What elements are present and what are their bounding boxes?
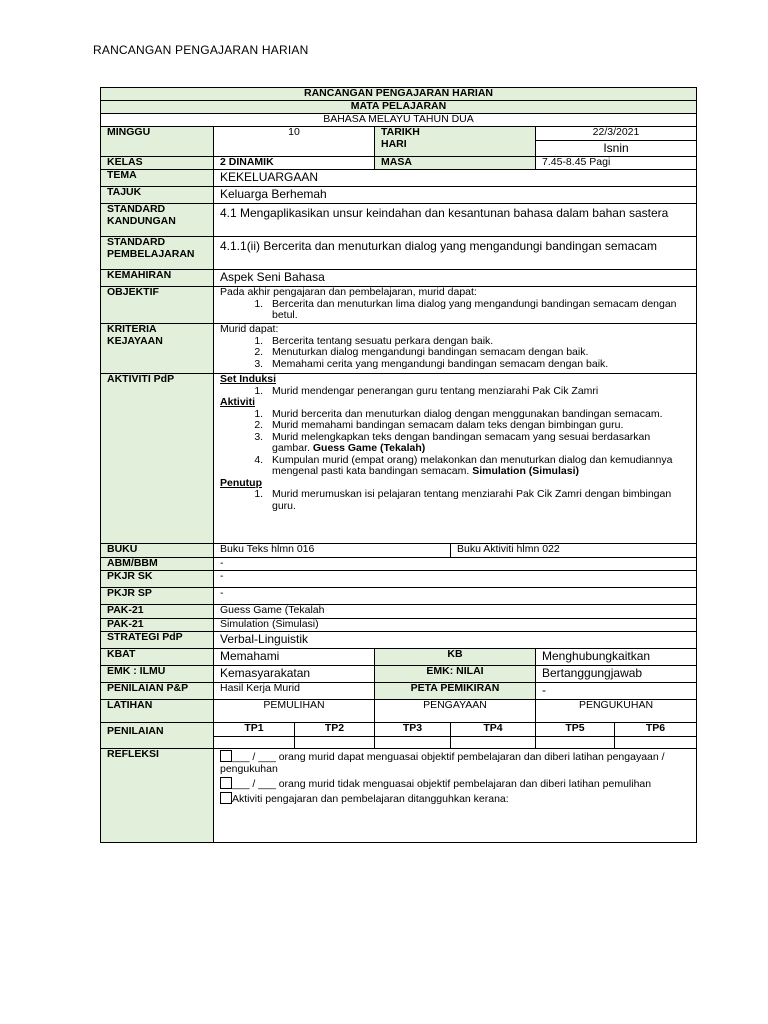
standard-kandungan-label: STANDARD KANDUNGAN xyxy=(101,204,214,237)
buku-label: BUKU xyxy=(101,544,214,558)
minggu-label: MINGGU xyxy=(101,127,214,157)
table-title: RANCANGAN PENGAJARAN HARIAN xyxy=(101,88,697,101)
aktiviti-item-4-method: Simulation (Simulasi) xyxy=(472,465,579,477)
tp3-label: TP3 xyxy=(375,723,451,737)
latihan-pengayaan: PENGAYAAN xyxy=(375,700,536,723)
tajuk-value: Keluarga Berhemah xyxy=(214,187,697,204)
pkjr-sk-value: - xyxy=(214,571,697,588)
kriteria-intro: Murid dapat: xyxy=(220,323,279,335)
emk-nilai-value: Bertanggungjawab xyxy=(536,666,697,683)
aktiviti-pdp-label: AKTIVITI PdP xyxy=(101,374,214,544)
refleksi-text-2: ___ / ___ orang murid tidak menguasai objektif pembelajaran dan diberi latihan pemulihan xyxy=(232,778,652,790)
aktiviti-item xyxy=(266,432,690,455)
tp1-cell xyxy=(214,737,295,749)
pak21-value-2: Simulation (Simulasi) xyxy=(214,619,697,632)
aktiviti-item: 1. Murid bercerita dan menuturkan dialog dengan menggunakan bandingan semacam. xyxy=(266,409,690,421)
buku-teks-value: Buku Teks hlmn 016 xyxy=(214,544,451,558)
latihan-pemulihan: PEMULIHAN xyxy=(214,700,375,723)
tp6-label: TP6 xyxy=(615,723,697,737)
kemahiran-value: Aspek Seni Bahasa xyxy=(214,270,697,287)
pkjr-sp-value: - xyxy=(214,588,697,605)
kb-label: KB xyxy=(375,649,536,666)
kriteria-kejayaan-label: KRITERIA KEJAYAAN xyxy=(101,324,214,374)
penilaian-pp-value: Hasil Kerja Murid xyxy=(214,683,375,700)
penutup-item: 1. Murid merumuskan isi pelajaran tentang menziarahi Pak Cik Zamri dengan bimbingan guru. xyxy=(266,489,690,512)
aktiviti-heading: Aktiviti xyxy=(220,396,256,408)
aktiviti-item-3-text: Murid melengkapkan teks dengan bandingan semacam yang sesuai berdasarkan gambar. xyxy=(272,430,651,454)
refleksi-line-3 xyxy=(220,792,690,806)
tarikh-hari-label xyxy=(375,127,536,157)
refleksi-text-3: Aktiviti pengajaran dan pembelajaran ditangguhkan kerana: xyxy=(232,792,509,805)
tp2-label: TP2 xyxy=(295,723,375,737)
masa-value: 7.45-8.45 Pagi xyxy=(536,157,697,170)
latihan-pengukuhan: PENGUKUHAN xyxy=(536,700,697,723)
refleksi-text-1: ___ / ___ orang murid dapat menguasai objektif pembelajaran dan diberi latihan pengayaan / pengukuhan xyxy=(220,751,665,775)
refleksi-line-1 xyxy=(220,750,690,775)
pkjr-sk-label: PKJR SK xyxy=(101,571,214,588)
standard-pembelajaran-label: STANDARD PEMBELAJARAN xyxy=(101,237,214,270)
tp4-label: TP4 xyxy=(451,723,536,737)
tema-value: KEKELUARGAAN xyxy=(214,170,697,187)
set-induksi-heading: Set Induksi xyxy=(220,373,277,385)
penilaian-pp-label: PENILAIAN P&P xyxy=(101,683,214,700)
aktiviti-item-3-method: Guess Game (Tekalah) xyxy=(312,442,426,454)
lesson-plan-table xyxy=(100,87,697,843)
tarikh-value: 22/3/2021 xyxy=(536,127,697,141)
pkjr-sp-label: PKJR SP xyxy=(101,588,214,605)
latihan-label: LATIHAN xyxy=(101,700,214,723)
kelas-value: 2 DINAMIK xyxy=(214,157,375,170)
page-header: RANCANGAN PENGAJARAN HARIAN xyxy=(93,43,309,57)
objektif-intro: Pada akhir pengajaran dan pembelajaran, murid dapat: xyxy=(220,286,477,298)
refleksi-cell xyxy=(214,749,697,843)
tp6-cell xyxy=(615,737,697,749)
tarikh-label: TARIKH xyxy=(381,126,420,138)
tema-label: TEMA xyxy=(101,170,214,187)
emk-nilai-label: EMK: NILAI xyxy=(375,666,536,683)
objektif-label: OBJEKTIF xyxy=(101,287,214,324)
checkbox-icon[interactable] xyxy=(220,750,232,762)
checkbox-icon[interactable] xyxy=(220,792,232,804)
aktiviti-item-4-text: Kumpulan murid (empat orang) melakonkan dan menuturkan dialog dan kemudiannya mengenal pasti kata bandingan semacam. xyxy=(272,453,673,477)
tp1-label: TP1 xyxy=(214,723,295,737)
kbat-value: Memahami xyxy=(214,649,375,666)
peta-pemikiran-value: - xyxy=(536,683,697,700)
tp3-cell xyxy=(375,737,451,749)
tp5-cell xyxy=(536,737,615,749)
minggu-value: 10 xyxy=(214,127,375,157)
strategi-pdp-label: STRATEGI PdP xyxy=(101,632,214,649)
aktiviti-cell xyxy=(214,374,697,544)
hari-label: HARI xyxy=(381,137,407,150)
tp5-label: TP5 xyxy=(536,723,615,737)
abm-bbm-value: - xyxy=(214,558,697,571)
pak21-value-1: Guess Game (Tekalah xyxy=(214,605,697,619)
kriteria-item: 1. Bercerita tentang sesuatu perkara dengan baik. xyxy=(266,336,690,348)
kelas-label: KELAS xyxy=(101,157,214,170)
refleksi-line-2 xyxy=(220,777,690,791)
kemahiran-label: KEMAHIRAN xyxy=(101,270,214,287)
penutup-heading: Penutup xyxy=(220,476,262,489)
emk-ilmu-value: Kemasyarakatan xyxy=(214,666,375,683)
peta-pemikiran-label: PETA PEMIKIRAN xyxy=(375,683,536,700)
emk-ilmu-label: EMK : ILMU xyxy=(101,666,214,683)
masa-label: MASA xyxy=(375,157,536,170)
tp4-cell xyxy=(451,737,536,749)
pak21-label: PAK-21 xyxy=(101,605,214,619)
tajuk-label: TAJUK xyxy=(101,187,214,204)
abm-bbm-label: ABM/BBM xyxy=(101,558,214,571)
set-induksi-item: 1. Murid mendengar penerangan guru tentang menziarahi Pak Cik Zamri xyxy=(266,386,690,398)
table-subtitle: MATA PELAJARAN xyxy=(101,101,697,114)
standard-pembelajaran-value: 4.1.1(ii) Bercerita dan menuturkan dialog yang mengandungi bandingan semacam xyxy=(214,237,697,270)
buku-aktiviti-value: Buku Aktiviti hlmn 022 xyxy=(451,544,697,558)
pak21-label: PAK-21 xyxy=(101,619,214,632)
strategi-pdp-value: Verbal-Linguistik xyxy=(214,632,697,649)
tp2-cell xyxy=(295,737,375,749)
kriteria-item: 3. Memahami cerita yang mengandungi bandingan semacam dengan baik. xyxy=(266,359,690,371)
subject-name: BAHASA MELAYU TAHUN DUA xyxy=(101,114,697,127)
refleksi-label: REFLEKSI xyxy=(101,749,214,843)
standard-kandungan-value: 4.1 Mengaplikasikan unsur keindahan dan kesantunan bahasa dalam bahan sastera xyxy=(214,204,697,237)
checkbox-icon[interactable] xyxy=(220,777,232,789)
kriteria-item: 2. Menuturkan dialog mengandungi bandingan semacam dengan baik. xyxy=(266,347,690,359)
kb-value: Menghubungkaitkan xyxy=(536,649,697,666)
aktiviti-item: 2. Murid memahami bandingan semacam dalam teks dengan bimbingan guru. xyxy=(266,420,690,432)
kriteria-cell xyxy=(214,324,697,374)
kbat-label: KBAT xyxy=(101,649,214,666)
aktiviti-item xyxy=(266,455,690,478)
objektif-item: 1. Bercerita dan menuturkan lima dialog yang mengandungi bandingan semacam dengan betul. xyxy=(266,299,690,322)
hari-value: Isnin xyxy=(536,141,697,157)
objektif-cell xyxy=(214,287,697,324)
penilaian-label: PENILAIAN xyxy=(101,723,214,749)
